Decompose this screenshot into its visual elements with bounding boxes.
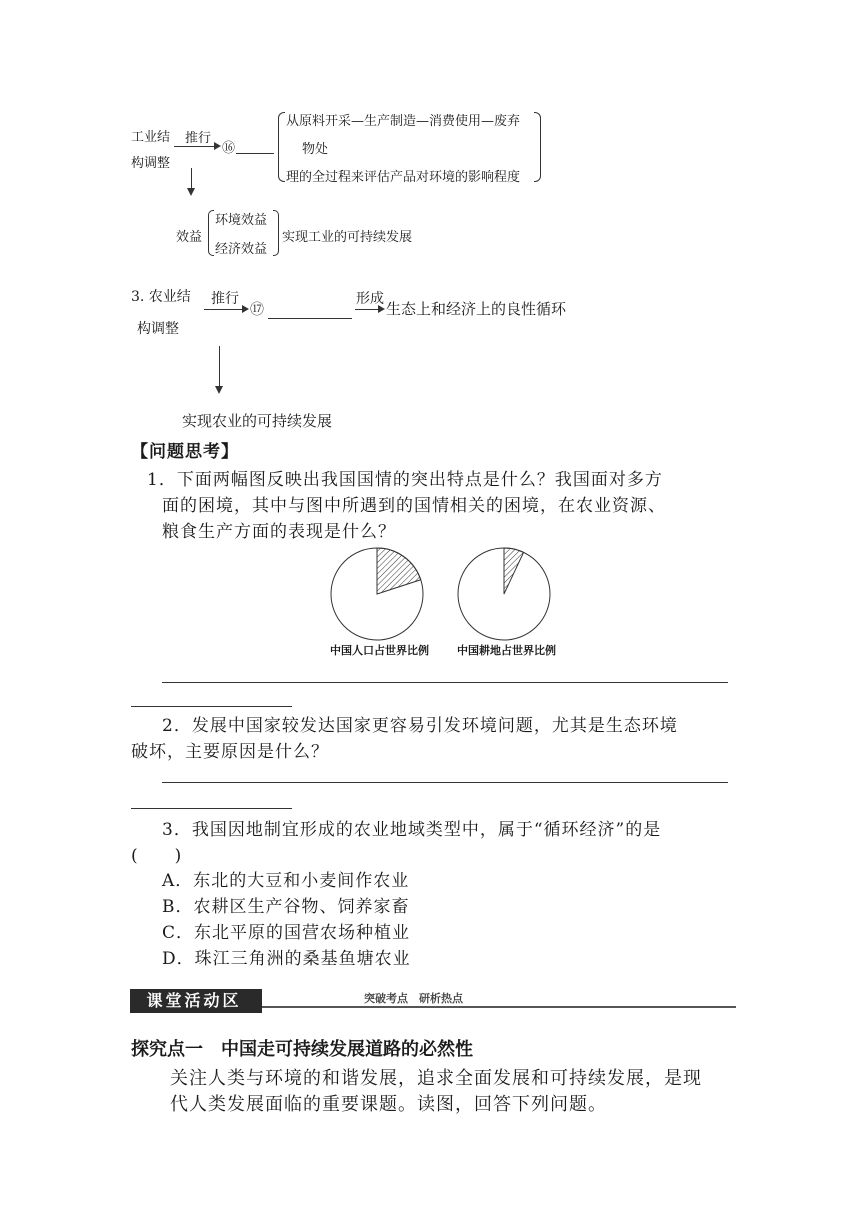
- industry-down-arrow-line: [191, 168, 192, 190]
- classroom-banner: 课堂活动区: [130, 989, 258, 1013]
- q2-line2: 破坏，主要原因是什么？: [131, 742, 329, 762]
- industry-left-brace: [278, 112, 285, 182]
- industry-brace-line1: 从原料开采—生产制造—消费使用—废弃: [286, 114, 521, 129]
- pie1-caption: 中国人口占世界比例: [330, 644, 429, 657]
- banner-edge: [258, 989, 262, 1013]
- q1-line2: 面的困境，其中与图中所遇到的国情相关的困境，在农业资源、: [162, 496, 666, 516]
- pie-farmland: [458, 548, 550, 640]
- pie2-caption: 中国耕地占世界比例: [457, 644, 556, 657]
- agri-down-arrow-head: [215, 386, 223, 394]
- q3-line1: 3．我国因地制宜形成的农业地域类型中，属于“循环经济”的是: [162, 820, 662, 840]
- banner-tagline: 突破考点 研析热点: [364, 992, 463, 1005]
- pie-charts: [0, 538, 860, 678]
- thinking-heading: 【问题思考】: [131, 442, 239, 462]
- agri-arrow-line: [204, 309, 244, 310]
- industry-arrow-line: [174, 146, 216, 147]
- q2-line1: 2．发展中国家较发达国家更容易引发环境问题，尤其是生态环境: [162, 716, 678, 736]
- agri-form-label: 形成: [356, 291, 384, 307]
- banner-rule: [262, 1006, 736, 1008]
- industry-brace-line3: 理的全过程来评估产品对环境的影响程度: [286, 170, 521, 185]
- benefit-economy: 经济效益: [215, 242, 268, 257]
- q1-line3: 粮食生产方面的表现是什么？: [162, 522, 396, 542]
- pie-population: [331, 548, 423, 640]
- q3-option-d: D．珠江三角洲的桑基鱼塘农业: [162, 949, 411, 969]
- agri-bottom-result: 实现农业的可持续发展: [182, 412, 333, 430]
- industry-blank-number: ⑯: [222, 141, 236, 156]
- agri-arrow-head: [242, 305, 249, 313]
- agri-result: 生态上和经济上的良性循环: [386, 300, 567, 318]
- q2-answer-line2: [131, 808, 292, 809]
- q1-answer-line2: [131, 706, 292, 707]
- industry-right-brace: [534, 112, 541, 182]
- benefit-right-brace: [273, 210, 279, 256]
- q3-line2: ( ): [131, 846, 183, 866]
- q1-line1: 1．下面两幅图反映出我国国情的突出特点是什么？我国面对多方: [147, 470, 663, 490]
- agri-label-1: 3. 农业结: [131, 289, 191, 305]
- agri-form-arrow-line: [355, 309, 380, 310]
- agri-arrow-label: 推行: [211, 291, 239, 307]
- q3-option-c: C．东北平原的国营农场种植业: [162, 923, 411, 943]
- agri-label-2: 构调整: [137, 321, 179, 337]
- industry-down-arrow-head: [187, 188, 195, 196]
- benefit-label: 效益: [176, 230, 203, 245]
- q3-option-b: B．农耕区生产谷物、饲养家畜: [162, 897, 410, 917]
- benefit-left-brace: [208, 210, 214, 256]
- q3-option-a: A．东北的大豆和小麦间作农业: [162, 871, 410, 891]
- intro-line1: 关注人类与环境的和谐发展，追求全面发展和可持续发展，是现: [170, 1068, 702, 1089]
- agri-blank-line: [268, 318, 352, 319]
- agri-down-arrow-line: [219, 346, 220, 388]
- agri-blank-number: ⑰: [250, 302, 264, 318]
- q2-answer-line1: [162, 782, 728, 783]
- industry-label-1: 工业结: [131, 130, 171, 145]
- benefit-result: 实现工业的可持续发展: [282, 230, 413, 245]
- industry-blank-line: [236, 153, 274, 154]
- industry-brace-line2: 物处: [302, 142, 329, 157]
- industry-arrow-head: [214, 142, 221, 150]
- point-title: 探究点一 中国走可持续发展道路的必然性: [131, 1039, 473, 1060]
- industry-arrow-label: 推行: [185, 131, 212, 146]
- industry-label-2: 构调整: [131, 156, 171, 171]
- intro-line2: 代人类发展面临的重要课题。读图，回答下列问题。: [170, 1094, 607, 1115]
- agri-form-arrow-head: [378, 305, 385, 313]
- benefit-environment: 环境效益: [215, 213, 268, 228]
- q1-answer-line1: [162, 682, 728, 683]
